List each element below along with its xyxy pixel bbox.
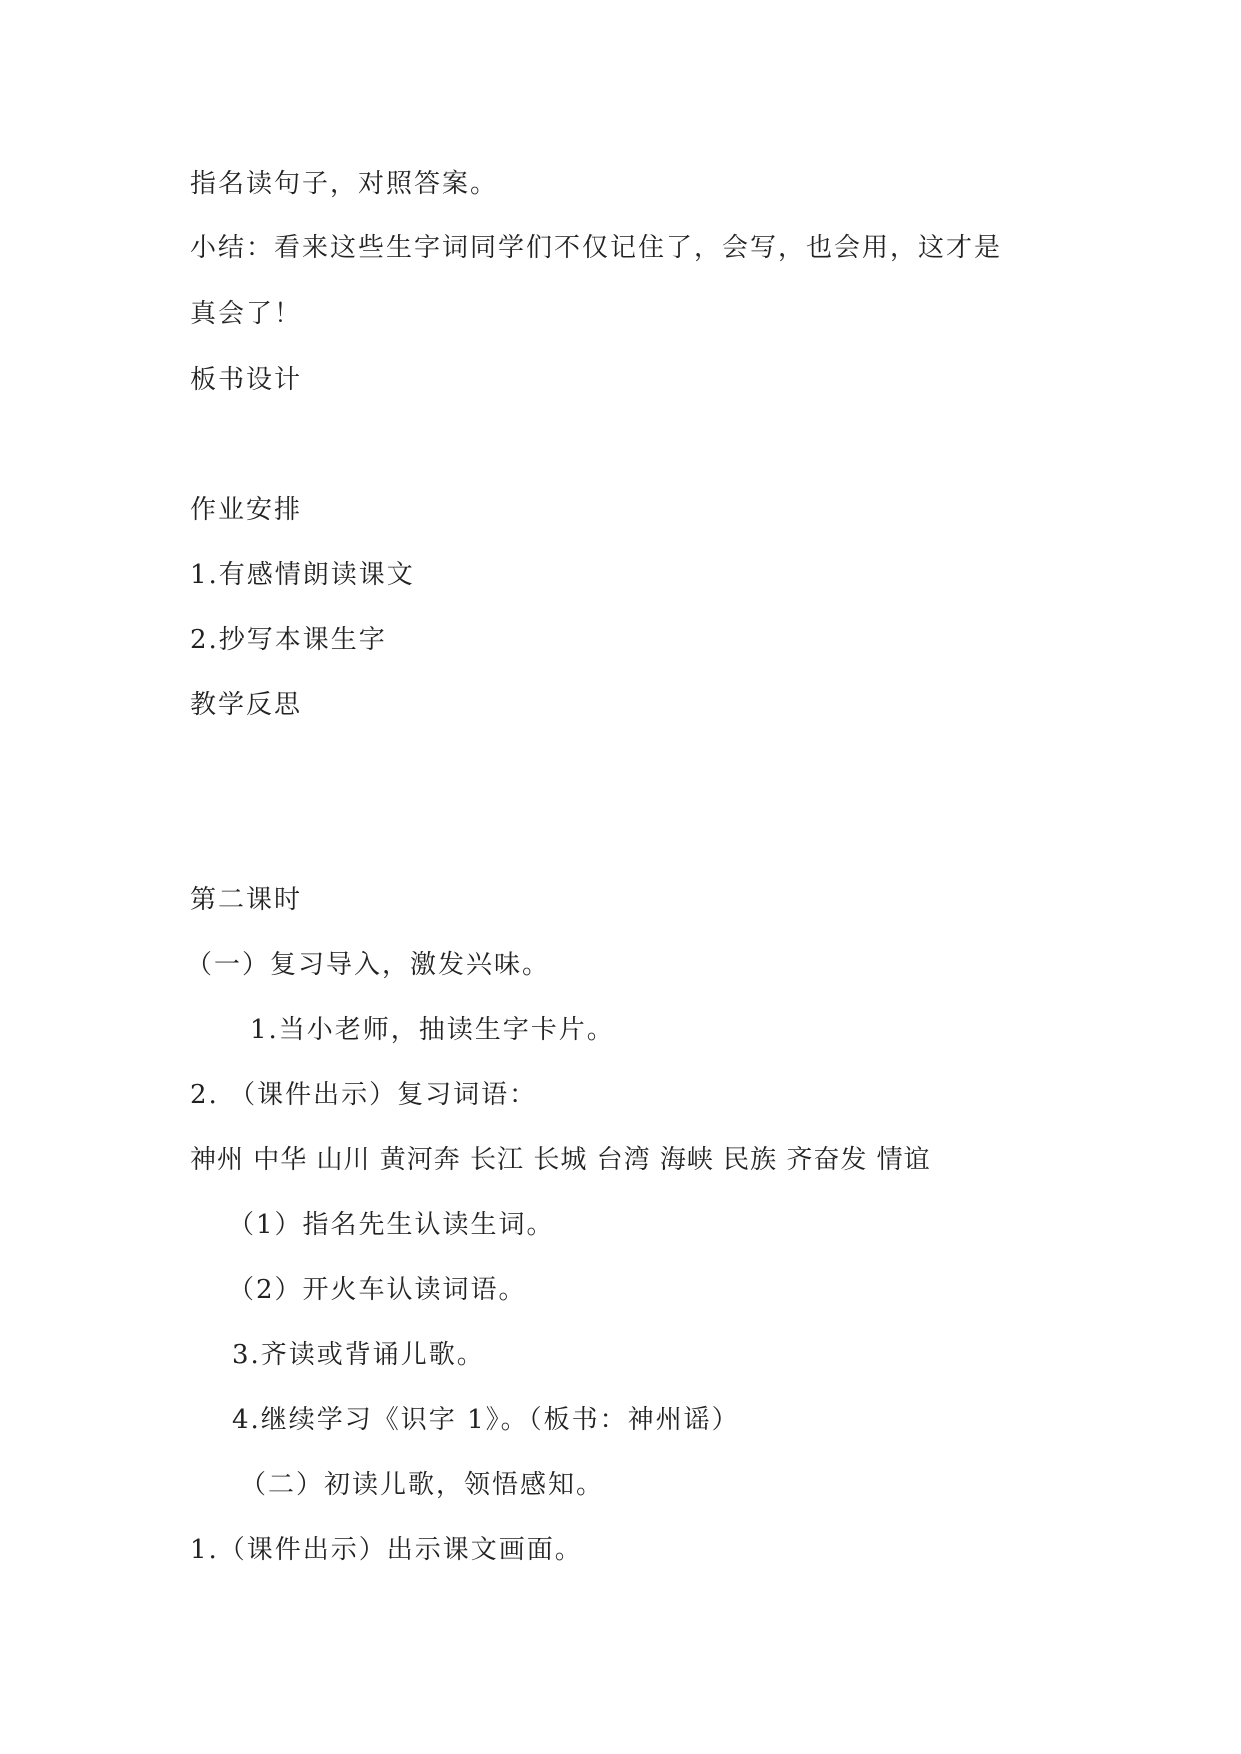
homework-item-1: 1.有感情朗读课文 [190, 560, 415, 590]
heading-second-lesson: 第二课时 [190, 885, 303, 915]
heading-board-design: 板书设计 [190, 365, 303, 395]
section-two-heading: （二）初读儿歌，领悟感知。 [240, 1470, 605, 1500]
section-one-heading: （一）复习导入，激发兴味。 [186, 950, 551, 980]
homework-item-2: 2.抄写本课生字 [190, 625, 387, 655]
paragraph-summary: 小结：看来这些生字词同学们不仅记住了，会写，也会用，这才是 [190, 233, 1003, 263]
heading-homework: 作业安排 [190, 495, 303, 525]
section-two-step-1: 1.（课件出示）出示课文画面。 [190, 1535, 583, 1565]
step-3-recite: 3.齐读或背诵儿歌。 [232, 1340, 485, 1370]
substep-1: （1）指名先生认读生词。 [228, 1210, 555, 1240]
heading-teaching-reflection: 教学反思 [190, 690, 303, 720]
vocabulary-list: 神州 中华 山川 黄河奔 长江 长城 台湾 海峡 民族 齐奋发 情谊 [190, 1145, 931, 1175]
paragraph-summary-continued: 真会了！ [190, 299, 303, 329]
step-2-review-words: 2. （课件出示）复习词语： [190, 1080, 538, 1110]
paragraph-read-sentences: 指名读句子，对照答案。 [190, 169, 499, 199]
step-1-flashcards: 1.当小老师，抽读生字卡片。 [250, 1015, 615, 1045]
step-4-continue: 4.继续学习《识字 1》。（板书：神州谣） [232, 1405, 740, 1435]
substep-2: （2）开火车认读词语。 [228, 1275, 527, 1305]
